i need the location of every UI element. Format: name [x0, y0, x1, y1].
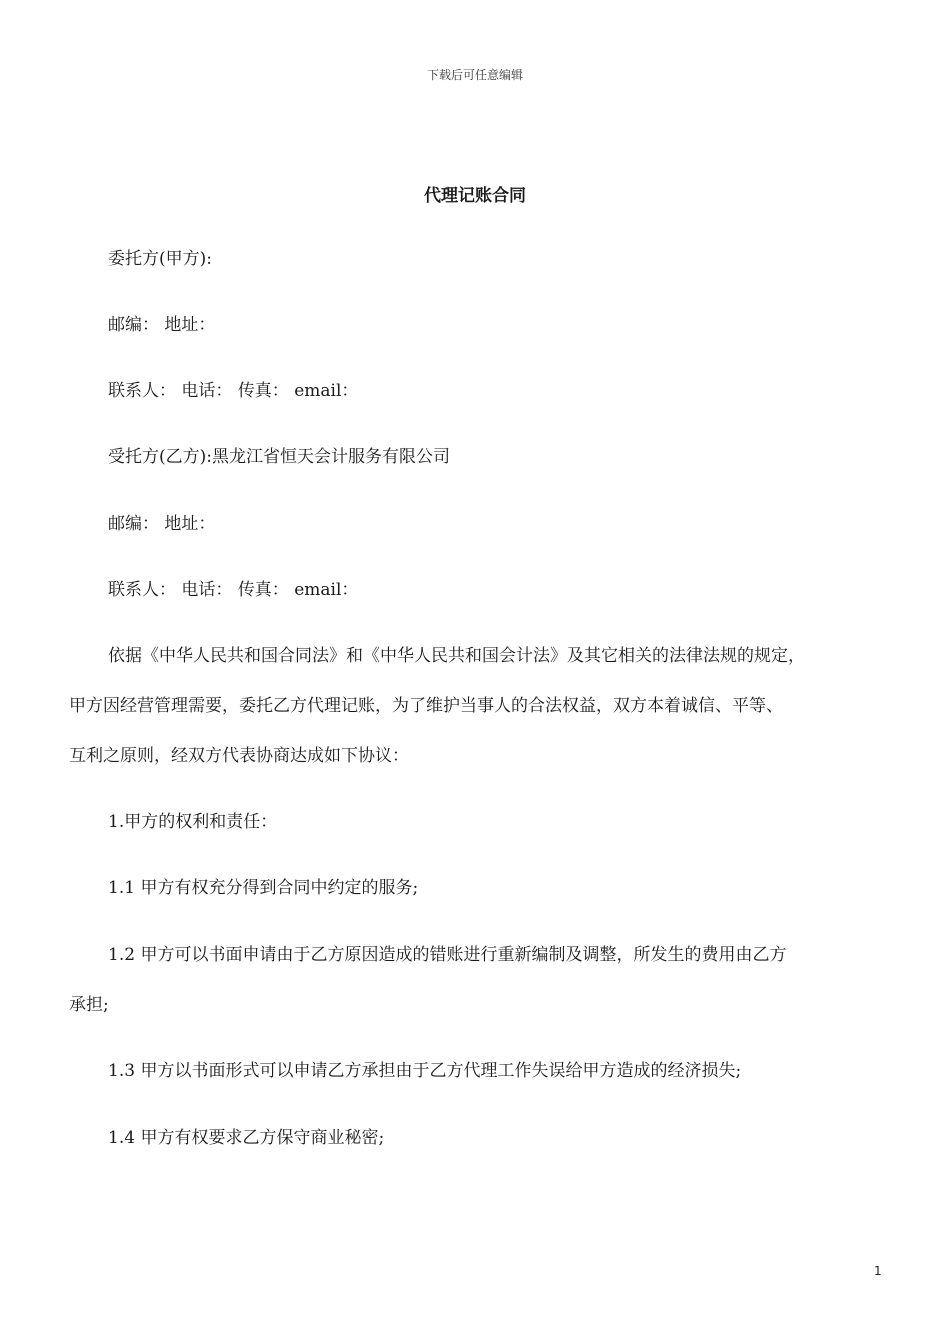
party-a-postcode-address [108, 314, 215, 336]
party-b-postcode-address [108, 513, 215, 535]
section-1-heading: 1.甲方的权利和责任： [108, 812, 278, 832]
clause-1-2: 1.2 甲方可以书面申请由于乙方原因造成的错账进行重新编制及调整，所发生的费用由乙方 [108, 945, 787, 965]
page-header-note: 下载后可任意编辑 [426, 68, 523, 82]
party-b-postcode-label: 邮编： [108, 514, 159, 534]
party-a-email-label: email： [294, 381, 359, 401]
party-b-contact-label: 联系人： [108, 580, 176, 600]
preamble-line-3: 互利之原则，经双方代表协商达成如下协议： [69, 746, 409, 766]
party-b-phone-label: 电话： [181, 580, 233, 600]
document-title: 代理记账合同 [424, 186, 526, 206]
party-a-phone-label: 电话： [181, 381, 233, 401]
party-a-postcode-label: 邮编： [108, 315, 159, 335]
party-b-label: 受托方(乙方):黑龙江省恒天会计服务有限公司 [108, 447, 450, 467]
preamble-line-2: 甲方因经营管理需要，委托乙方代理记账，为了维护当事人的合法权益，双方本着诚信、平等、 [69, 696, 783, 716]
party-b-fax-label: 传真： [237, 580, 289, 600]
party-b-email-label: email： [294, 580, 359, 600]
party-a-contact-label: 联系人： [108, 381, 176, 401]
party-a-address-label: 地址： [164, 315, 216, 335]
preamble-line-1: 依据《中华人民共和国合同法》和《中华人民共和国会计法》及其它相关的法律法规的规定， [108, 646, 805, 666]
party-b-contact-line [108, 579, 358, 601]
page-number: 1 [874, 1264, 882, 1278]
party-b-address-label: 地址： [164, 514, 216, 534]
party-a-label: 委托方(甲方): [108, 249, 212, 269]
clause-1-4: 1.4 甲方有权要求乙方保守商业秘密; [108, 1128, 385, 1148]
clause-1-3: 1.3 甲方以书面形式可以申请乙方承担由于乙方代理工作失误给甲方造成的经济损失; [108, 1061, 742, 1081]
party-a-fax-label: 传真： [237, 381, 289, 401]
clause-1-1: 1.1 甲方有权充分得到合同中约定的服务; [108, 878, 419, 898]
clause-1-2-continuation: 承担; [69, 995, 109, 1015]
party-a-contact-line [108, 380, 358, 402]
